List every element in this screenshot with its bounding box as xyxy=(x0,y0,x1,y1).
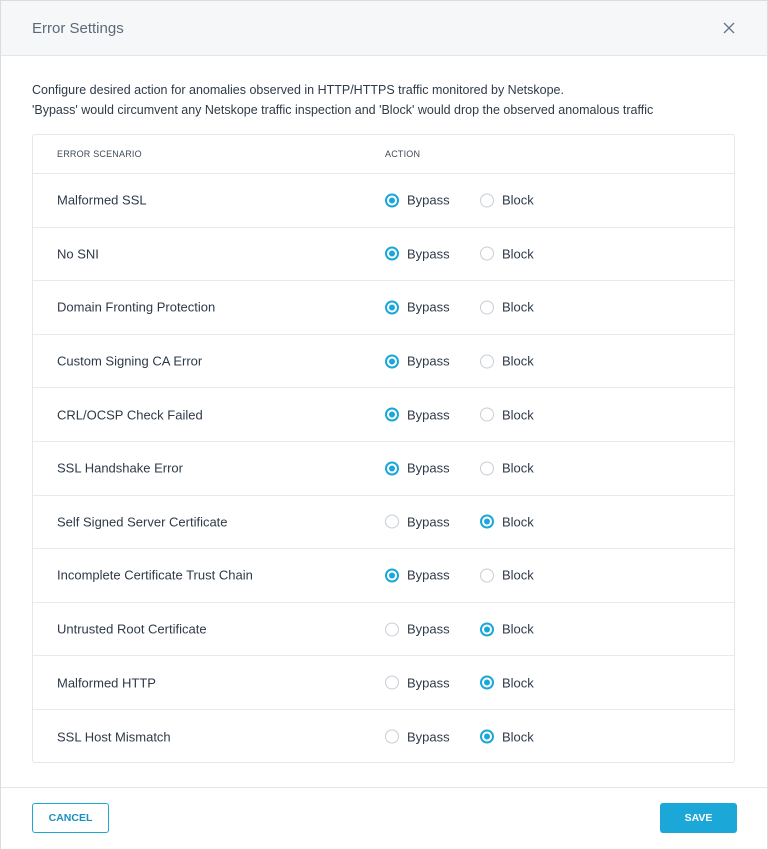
block-label: Block xyxy=(502,621,534,637)
block-label: Block xyxy=(502,192,534,208)
bypass-radio[interactable] xyxy=(385,354,399,368)
table-row xyxy=(33,388,734,442)
table-row xyxy=(33,442,734,496)
block-label: Block xyxy=(502,353,534,369)
bypass-label: Bypass xyxy=(407,353,450,369)
block-radio[interactable] xyxy=(480,568,494,582)
bypass-option[interactable] xyxy=(385,675,450,690)
block-option[interactable] xyxy=(480,193,534,208)
block-option[interactable] xyxy=(480,622,534,637)
column-header-action: ACTION xyxy=(385,149,421,159)
table-body xyxy=(33,174,734,764)
table-row xyxy=(33,228,734,282)
error-scenario-label: SSL Host Mismatch xyxy=(57,729,171,745)
block-label: Block xyxy=(502,567,534,583)
error-scenario-label: Domain Fronting Protection xyxy=(57,299,216,315)
bypass-label: Bypass xyxy=(407,567,450,583)
dialog-footer xyxy=(1,787,767,849)
block-radio[interactable] xyxy=(480,730,494,744)
bypass-option[interactable] xyxy=(385,568,450,583)
block-option[interactable] xyxy=(480,461,534,476)
bypass-label: Bypass xyxy=(407,460,450,476)
bypass-radio[interactable] xyxy=(385,247,399,261)
error-scenario-label: SSL Handshake Error xyxy=(57,460,183,476)
bypass-option[interactable] xyxy=(385,729,450,744)
bypass-label: Bypass xyxy=(407,246,450,262)
block-option[interactable] xyxy=(480,407,534,422)
save-button[interactable]: SAVE xyxy=(660,803,737,833)
bypass-radio[interactable] xyxy=(385,461,399,475)
description-line-1: Configure desired action for anomalies observed in HTTP/HTTPS traffic monitored by Netskope. xyxy=(32,83,564,97)
table-row xyxy=(33,656,734,710)
error-scenario-label: Self Signed Server Certificate xyxy=(57,514,228,530)
error-scenario-label: Malformed HTTP xyxy=(57,675,156,691)
table-header xyxy=(33,135,734,174)
table-row xyxy=(33,174,734,228)
bypass-radio[interactable] xyxy=(385,515,399,529)
bypass-radio[interactable] xyxy=(385,408,399,422)
bypass-label: Bypass xyxy=(407,192,450,208)
bypass-label: Bypass xyxy=(407,514,450,530)
bypass-option[interactable] xyxy=(385,514,450,529)
table-row xyxy=(33,549,734,603)
bypass-radio[interactable] xyxy=(385,568,399,582)
bypass-option[interactable] xyxy=(385,407,450,422)
error-scenario-label: Incomplete Certificate Trust Chain xyxy=(57,567,253,583)
table-row xyxy=(33,496,734,550)
block-radio[interactable] xyxy=(480,354,494,368)
table-row xyxy=(33,710,734,764)
error-scenario-table xyxy=(32,134,735,763)
block-option[interactable] xyxy=(480,729,534,744)
bypass-option[interactable] xyxy=(385,193,450,208)
column-header-error-scenario: ERROR SCENARIO xyxy=(57,149,142,159)
table-row xyxy=(33,335,734,389)
block-radio[interactable] xyxy=(480,515,494,529)
block-label: Block xyxy=(502,675,534,691)
block-label: Block xyxy=(502,246,534,262)
block-option[interactable] xyxy=(480,354,534,369)
bypass-radio[interactable] xyxy=(385,730,399,744)
error-scenario-label: No SNI xyxy=(57,246,99,262)
bypass-radio[interactable] xyxy=(385,300,399,314)
block-option[interactable] xyxy=(480,300,534,315)
block-radio[interactable] xyxy=(480,247,494,261)
close-icon[interactable] xyxy=(719,18,739,38)
table-row xyxy=(33,281,734,335)
bypass-label: Bypass xyxy=(407,675,450,691)
block-radio[interactable] xyxy=(480,676,494,690)
bypass-option[interactable] xyxy=(385,300,450,315)
cancel-button[interactable]: CANCEL xyxy=(32,803,109,833)
dialog-description xyxy=(32,80,653,120)
bypass-label: Bypass xyxy=(407,621,450,637)
bypass-radio[interactable] xyxy=(385,193,399,207)
bypass-label: Bypass xyxy=(407,407,450,423)
block-radio[interactable] xyxy=(480,622,494,636)
bypass-radio[interactable] xyxy=(385,676,399,690)
error-scenario-label: Custom Signing CA Error xyxy=(57,353,203,369)
bypass-option[interactable] xyxy=(385,354,450,369)
block-label: Block xyxy=(502,299,534,315)
block-option[interactable] xyxy=(480,568,534,583)
block-radio[interactable] xyxy=(480,461,494,475)
bypass-option[interactable] xyxy=(385,246,450,261)
error-scenario-label: Malformed SSL xyxy=(57,192,147,208)
description-line-2: 'Bypass' would circumvent any Netskope traffic inspection and 'Block' would drop the observed anomalous traffic xyxy=(32,103,654,117)
dialog-header xyxy=(1,1,767,56)
error-scenario-label: Untrusted Root Certificate xyxy=(57,621,207,637)
bypass-label: Bypass xyxy=(407,299,450,315)
block-label: Block xyxy=(502,514,534,530)
block-radio[interactable] xyxy=(480,408,494,422)
bypass-label: Bypass xyxy=(407,729,450,745)
block-radio[interactable] xyxy=(480,193,494,207)
block-option[interactable] xyxy=(480,514,534,529)
block-label: Block xyxy=(502,460,534,476)
block-option[interactable] xyxy=(480,246,534,261)
block-label: Block xyxy=(502,407,534,423)
error-scenario-label: CRL/OCSP Check Failed xyxy=(57,407,203,423)
dialog-title: Error Settings xyxy=(32,20,124,37)
table-row xyxy=(33,603,734,657)
bypass-option[interactable] xyxy=(385,622,450,637)
bypass-radio[interactable] xyxy=(385,622,399,636)
block-label: Block xyxy=(502,729,534,745)
bypass-option[interactable] xyxy=(385,461,450,476)
block-option[interactable] xyxy=(480,675,534,690)
block-radio[interactable] xyxy=(480,300,494,314)
